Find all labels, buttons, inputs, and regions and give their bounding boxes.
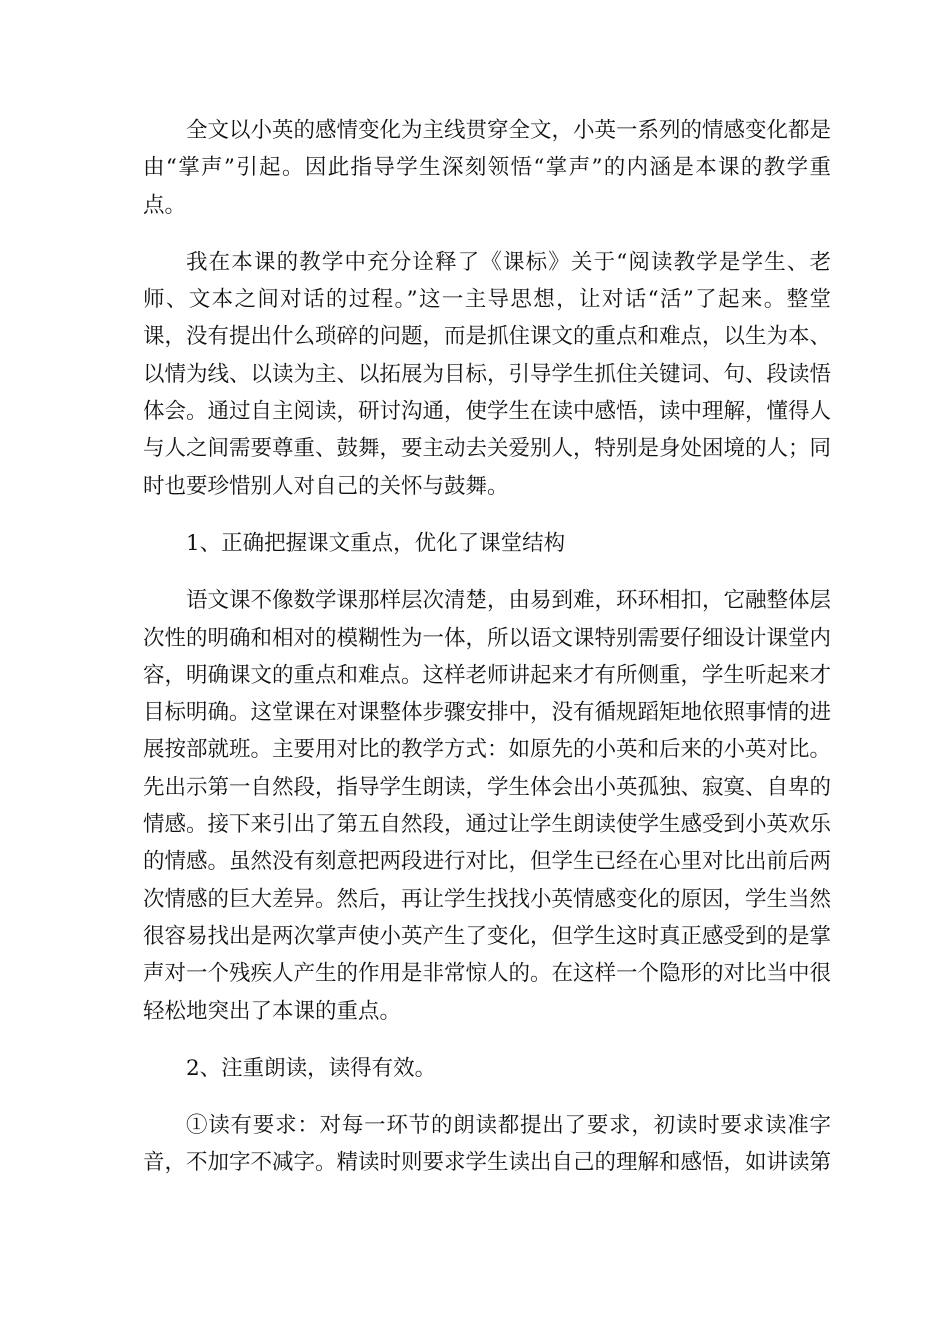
section-heading-1: 1、正确把握课文重点，优化了课堂结构 xyxy=(186,530,566,556)
paragraph-reading-requirements: ①读有要求：对每一环节的朗读都提出了要求，初读时要求读准字音，不加字不减字。精读时则要求学生读出自己的理解和感悟，如讲读第 xyxy=(143,1113,832,1176)
document-body xyxy=(143,112,831,1202)
section-heading-2: 2、注重朗读，读得有效。 xyxy=(186,1055,437,1081)
paragraph-dialogue-teaching: 我在本课的教学中充分诠释了《课标》关于“阅读教学是学生、老师、文本之间对话的过程。”这一主导思想，让对话“活”了起来。整堂课，没有提出什么琐碎的问题，而是抓住课文的重点和难点，以生为本、以情为线、以读为主、以拓展为目标，引导学生抓住关键词、句、段读悟体会。通过自主阅读，研讨沟通，使学生在读中感悟，读中理解，懂得人与人之间需要尊重、鼓舞，要主动去关爱别人，特别是身处困境的人；同时也要珍惜别人对自己的关怀与鼓舞。 xyxy=(143,249,832,499)
paragraph-lesson-structure: 语文课不像数学课那样层次清楚，由易到难，环环相扣，它融整体层次性的明确和相对的模糊性为一体，所以语文课特别需要仔细设计课堂内容，明确课文的重点和难点。这样老师讲起来才有所侧重，学生听起来才目标明确。这堂课在对课整体步骤安排中，没有循规蹈矩地依照事情的进展按部就班。主要用对比的教学方式：如原先的小英和后来的小英对比。先出示第一自然段，指导学生朗读，学生体会出小英孤独、寂寞、自卑的情感。接下来引出了第五自然段，通过让学生朗读使学生感受到小英欢乐的情感。虽然没有刻意把两段进行对比，但学生已经在心里对比出前后两次情感的巨大差异。然后，再让学生找找小英情感变化的原因，学生当然很容易找出是两次掌声使小英产生了变化，但学生这时真正感受到的是掌声对一个残疾人产生的作用是非常惊人的。在这样一个隐形的对比当中很轻松地突出了本课的重点。 xyxy=(143,588,832,1024)
paragraph-main-thread: 全文以小英的感情变化为主线贯穿全文，小英一系列的情感变化都是由“掌声”引起。因此指导学生深刻领悟“掌声”的内涵是本课的教学重点。 xyxy=(143,118,832,218)
